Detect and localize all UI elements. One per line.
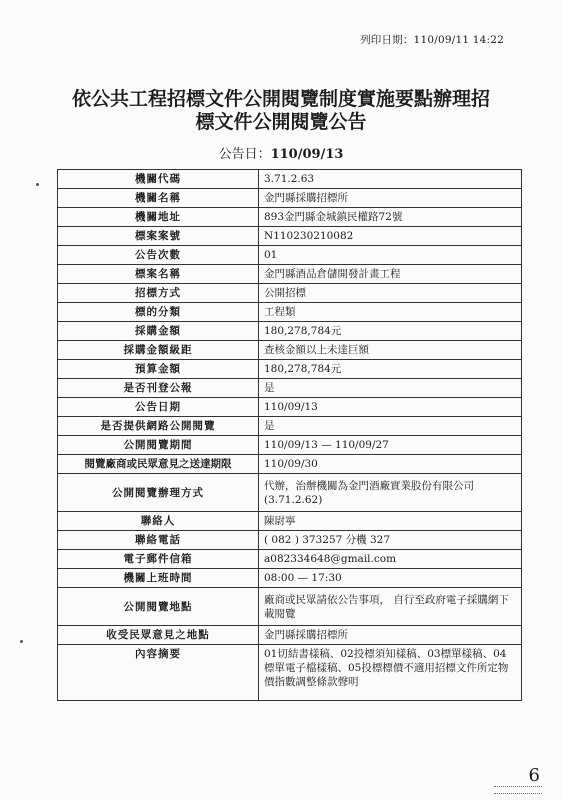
row-value: 是 — [259, 379, 522, 398]
row-value: 08:00 — 17:30 — [259, 569, 522, 588]
row-label: 是否提供網路公開閱覽 — [58, 417, 259, 436]
table-row — [58, 322, 522, 341]
row-label: 機關代碼 — [58, 170, 259, 189]
row-value: 01切結書樣稿、02投標須知樣稿、03標單樣稿、04標單電子檔樣稿、05投標標價不適用招標文件所定物價指數調整條款聲明 — [259, 645, 522, 701]
row-label: 預算金額 — [58, 360, 259, 379]
row-value: 廠商或民眾請依公告事項， 自行至政府電子採購網下載閱覽 — [259, 588, 522, 626]
row-label: 機關上班時間 — [58, 569, 259, 588]
row-value: 01 — [259, 246, 522, 265]
row-value: ( 082 ) 373257 分機 327 — [259, 531, 522, 550]
row-label: 聯絡人 — [58, 512, 259, 531]
print-date: 列印日期：110/09/11 14:22 — [360, 34, 504, 46]
row-value: 110/09/13 — [259, 398, 522, 417]
table-row — [58, 588, 522, 626]
table-row — [58, 398, 522, 417]
row-label: 公告次數 — [58, 246, 259, 265]
row-label: 機關地址 — [58, 208, 259, 227]
row-label: 機關名稱 — [58, 189, 259, 208]
row-label: 公開閱覽辦理方式 — [58, 474, 259, 512]
table-row — [58, 208, 522, 227]
row-value: 180,278,784元 — [259, 360, 522, 379]
row-label: 公告日期 — [58, 398, 259, 417]
row-value: a082334648@gmail.com — [259, 550, 522, 569]
notice-date-value: 110/09/13 — [270, 147, 344, 162]
table-row — [58, 512, 522, 531]
row-label: 標的分類 — [58, 303, 259, 322]
table-row — [58, 303, 522, 322]
row-label: 閱覽廠商或民眾意見之送達期限 — [58, 455, 259, 474]
row-value: 陳尉寧 — [259, 512, 522, 531]
table-row — [58, 569, 522, 588]
table-row — [58, 379, 522, 398]
row-label: 公開閱覽期間 — [58, 436, 259, 455]
row-label: 採購金額級距 — [58, 341, 259, 360]
table-row — [58, 550, 522, 569]
table-row — [58, 341, 522, 360]
row-value: 3.71.2.63 — [259, 170, 522, 189]
row-label: 標案案號 — [58, 227, 259, 246]
row-value: 金門縣採購招標所 — [259, 626, 522, 645]
notice-table — [57, 169, 522, 701]
table-row — [58, 284, 522, 303]
row-value: 查核金額以上未達巨額 — [259, 341, 522, 360]
table-row — [58, 626, 522, 645]
row-label: 公開閱覽地點 — [58, 588, 259, 626]
table-row — [58, 360, 522, 379]
notice-date-label: 公告日： — [218, 147, 271, 162]
table-row — [58, 417, 522, 436]
row-value: 代辦，治辦機關為金門酒廠實業股份有限公司(3.71.2.62) — [259, 474, 522, 512]
table-row — [58, 189, 522, 208]
footer-mark — [494, 786, 542, 794]
row-label: 招標方式 — [58, 284, 259, 303]
table-row — [58, 455, 522, 474]
row-label: 收受民眾意見之地點 — [58, 626, 259, 645]
table-row — [58, 170, 522, 189]
page-title — [0, 88, 562, 134]
table-row — [58, 531, 522, 550]
title-text: 依公共工程招標文件公開閱覽制度實施要點辦理招標文件公開閱覽公告 — [71, 88, 490, 133]
row-value: 是 — [259, 417, 522, 436]
row-label: 標案名稱 — [58, 265, 259, 284]
table-row — [58, 246, 522, 265]
row-label: 內容摘要 — [58, 645, 259, 701]
row-value: 公開招標 — [259, 284, 522, 303]
row-value: 893金門縣金城鎮民權路72號 — [259, 208, 522, 227]
scan-speck — [36, 183, 39, 186]
table-row — [58, 227, 522, 246]
table-row — [58, 474, 522, 512]
notice-date — [0, 143, 562, 162]
row-value: 工程類 — [259, 303, 522, 322]
row-label: 是否刊登公報 — [58, 379, 259, 398]
handwritten-page-number: 6 — [528, 765, 540, 786]
scan-speck — [20, 640, 23, 643]
row-label: 採購金額 — [58, 322, 259, 341]
table-row — [58, 645, 522, 701]
table-row — [58, 265, 522, 284]
row-value: 金門縣酒品倉儲開發計畫工程 — [259, 265, 522, 284]
row-value: 110/09/30 — [259, 455, 522, 474]
row-label: 聯絡電話 — [58, 531, 259, 550]
row-value: 金門縣採購招標所 — [259, 189, 522, 208]
row-label: 電子郵件信箱 — [58, 550, 259, 569]
table-row — [58, 436, 522, 455]
row-value: 180,278,784元 — [259, 322, 522, 341]
row-value: 110/09/13 — 110/09/27 — [259, 436, 522, 455]
row-value: N110230210082 — [259, 227, 522, 246]
